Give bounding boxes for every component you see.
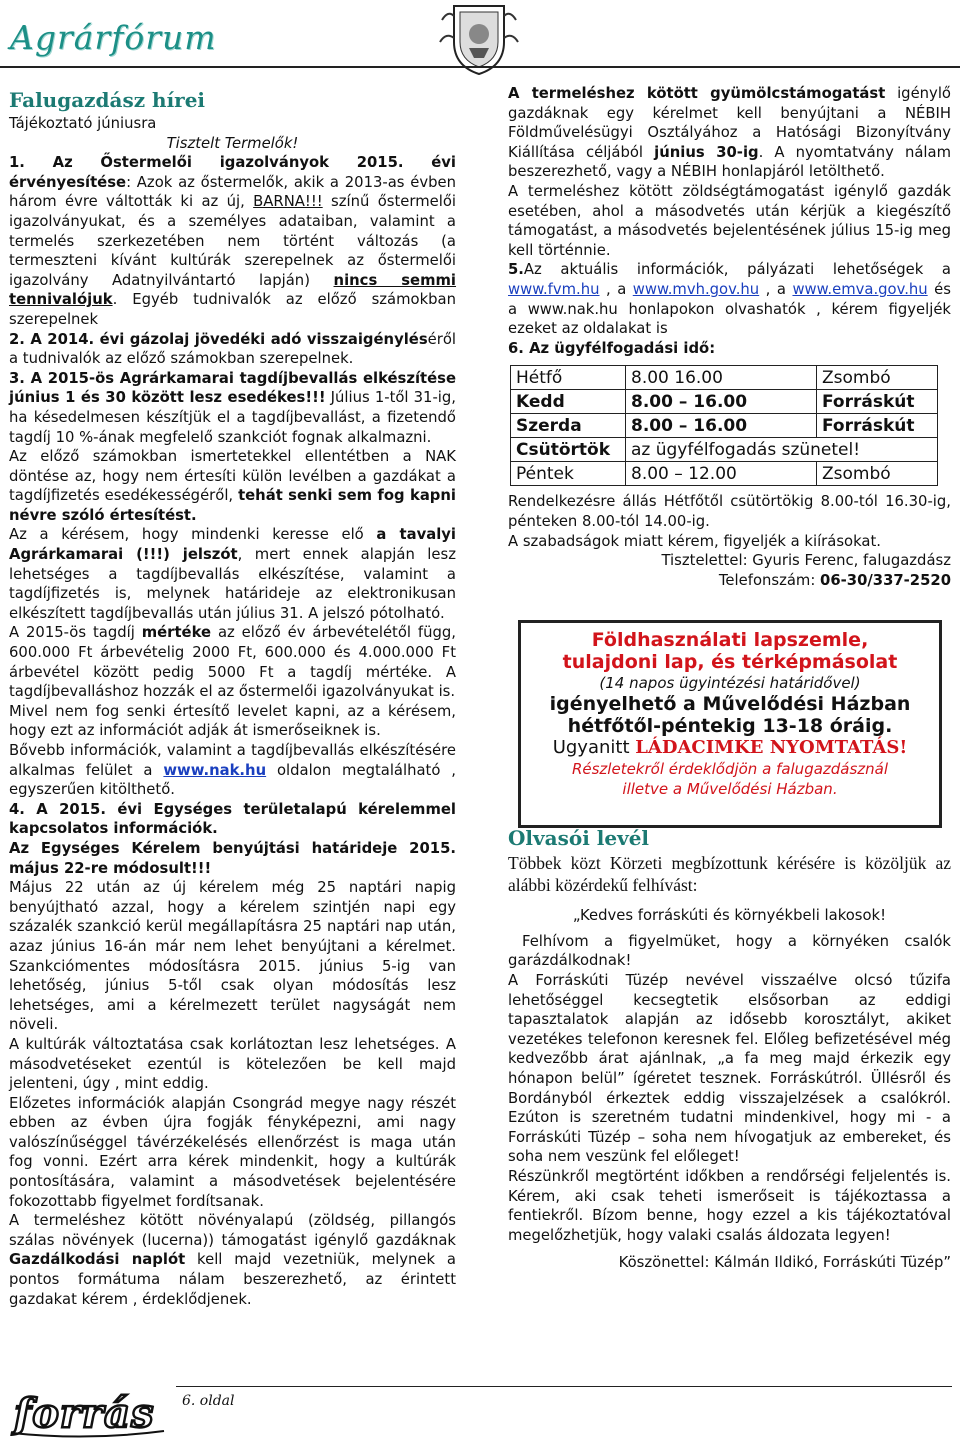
p13-b: Gazdálkodási naplót (9, 1251, 186, 1269)
hours-day: Péntek (511, 462, 626, 486)
hours-time: 8.00 16.00 (626, 366, 817, 390)
p3-body: Július 1-től 31-ig, ha késedelmesen készítjük el a tagdíjbevallást, a fizetendő tagdíj 10 %-ának megfelelő szankciót fognak alkalmazni. (9, 389, 456, 446)
box-line-6-a: Ugyanitt (552, 737, 636, 758)
signature: Tisztelettel: Gyuris Ferenc, falugazdász (661, 552, 951, 570)
hours-row (511, 366, 938, 390)
box-line-8: illetve a Művelődési Házban. (622, 780, 838, 798)
box-line-5: hétfőtől-péntekig 13-18 óráig. (567, 715, 893, 737)
hours-row (511, 462, 938, 486)
paragraph-10-body: Május 22 után az új kérelem még 25 naptári napig benyújtható azzal, hogy a kérelem szintjén napi egy százalék szankció kerül megállapításra 25 naptári nap után, azaz június 16-án már nem lehet benyújtani a kérelmet. Szankciómentes módosításra 2015. június 5-ig van lehetőség, június 5-től csak olyan módosítás lesz lehetséges, ami a kérelmezett terület nagyságát nem növeli. (9, 879, 456, 1034)
p2-tail: éről a tudnivalók az előző számokban szerepelnek. (9, 330, 456, 368)
emva-link[interactable]: www.emva.gov.hu (792, 280, 928, 298)
phone-number: 06-30/337-2520 (820, 571, 951, 589)
r3-b: Az aktuális információk, pályázati lehetőségek a (523, 261, 951, 279)
box-line-7: Részletekről érdeklődjön a falugazdásznál (571, 760, 889, 778)
p1-text-a: : Azok az őstermelők, akik a 2013-as évben három évre váltották ki az új, (9, 173, 456, 211)
paragraph-1 (9, 153, 456, 329)
paragraph-7: Mivel nem fog senki értesítő levelet kapni, az a kérésem, hogy ezt az információt adják át ismerőseiknek is. (9, 702, 456, 740)
paragraph-13 (9, 1211, 456, 1309)
hours-place: Forráskút (817, 390, 938, 414)
right-paragraph-1 (508, 84, 951, 182)
coat-of-arms-icon (436, 2, 522, 76)
hours-place: Zsombó (817, 366, 938, 390)
p5-a: Az a kérésem, hogy mindenki keresse elő (9, 526, 377, 544)
box-line-3: (14 napos ügyintézési határidővel) (599, 674, 861, 692)
section-title-olvasoi: Olvasói levél (508, 826, 650, 851)
phone-label: Telefonszám: (718, 571, 821, 589)
letter-paragraph-1: Felhívom a figyelmüket, hogy a környéken csalók garázdálkodnak! (508, 932, 951, 970)
left-column (9, 84, 456, 1309)
greeting: Tisztelt Termelők! (166, 134, 299, 152)
hours-time: 8.00 – 12.00 (626, 462, 817, 486)
letter-paragraph-3: Részünkről megtörtént időkben a rendőrségi feljelentés is. Kérem, aki csak teheti ismerőseit is tájékoztassa a fentiekről. Bízom benne, hogy ezzel a kis tájékoztatóval megelőzhetjük, hogy valaki csalás áldozata legyen! (508, 1168, 951, 1244)
label-print-text: LÁDACIMKE NYOMTATÁS! (635, 737, 908, 758)
paragraph-4 (9, 447, 456, 525)
hours-day: Csütörtök (511, 438, 626, 462)
p1-text-b: színű őstermelői igazolványukat, és a személyes adataiban, valamint a termelés szerkezetében nem történt változás (a termeszteni kívánt kultúrák szerepelnek az őstermelői igazolvány Adatnyilvántartó lapján) (9, 193, 456, 289)
letter-signature: Köszönettel: Kálmán Ildikó, Forráskúti Tüzép” (618, 1254, 951, 1272)
hours-day: Hétfő (511, 366, 626, 390)
p8-b: oldalon megtalálható , egyszerűen kitölthető. (9, 761, 456, 799)
section-title-falugazdasz: Falugazdász hírei (9, 88, 206, 112)
right-paragraph-2: A termeléshez kötött zöldségtámogatást igénylő gazdák esetében, ahol a másodvetés után kérjük a kiegészítő támogatást, a másodvetés bejelentésének július 15-ig meg kell történnie. (508, 182, 951, 259)
p8-a: Bővebb információk, valamint a tagdíjbevallás elkészítésére alkalmas felület a (9, 742, 456, 779)
p1-text-c: . Egyéb tudnivalók az előző számokban szerepelnek (9, 291, 456, 328)
p13-c: kell majd vezetniük, melynek a pontos formátuma nálam beszerezhető, az érintett gazdakat kérem , érdeklődjenek. (9, 1251, 457, 1308)
r3-num: 5. (508, 261, 524, 279)
fvm-link[interactable]: www.fvm.hu (508, 280, 600, 298)
right-paragraph-3 (508, 260, 951, 338)
r3-d: , a (759, 280, 793, 298)
hours-row (511, 390, 938, 414)
box-line-1: Földhasználati lapszemle, (591, 629, 869, 651)
p1-heading: 1. Az Őstermelői igazolványok 2015. évi érvényesítése (9, 154, 456, 191)
forras-logo-icon (8, 1383, 168, 1441)
masthead-rule (0, 66, 960, 68)
p1-nincs: nincs semmi tennivalójuk (9, 271, 457, 309)
p4-a: Az előző számokban ismertetekkel ellentétben a NAK döntése az, hogy nem értesíti külön levélben a gazdákat a tagdíjfizetés esedékességéről, (9, 448, 456, 505)
paragraph-10-heading: Az Egységes Kérelem benyújtási határideje 2015. május 22-re módosult!!! (9, 839, 456, 877)
footer-rule (176, 1386, 952, 1387)
p1-barna: BARNA!!! (253, 193, 323, 211)
letter-paragraph-2: A Forráskúti Tüzép nevével visszaélve olcsó tűzifa lehetőséggel kecsegtetik elsősorban az eddigi tapasztalatok alapján az idősebb korosztályt, akiket vezetékes telefonon keresnek fel. Előleg befizetésével még kedvezőbb árat ajánlnak, „a fa meg majd érkezik egy hónapon belül” ígéretet tesznek. Forráskútról. Üllésről és Bordányból érkeztek eddig visszajelzések a csalókról. Ezúton is szeretném tudatni mindenkivel, hogy mi - a Forráskúti Tüzép – soha nem hívogatjuk az embereket, és soha nem veszünk fel előleget! (508, 972, 951, 1166)
hours-day: Kedd (511, 390, 626, 414)
p6-b: mértéke (141, 624, 212, 642)
mvh-link[interactable]: www.mvh.gov.hu (632, 280, 760, 298)
publication-title: Agrárfórum (10, 18, 217, 57)
r1-heading: A termeléshez kötött gyümölcstámogatást (508, 85, 886, 102)
p6-c: az előző év árbevételétől függ, 600.000 Ft árbevételig 2000 Ft, 600.000 és 4.000.000 Ft árbevétel között pedig 5000 Ft a tagdíj mértéke. A tagdíjbevalláshoz hozzák el az őstermelői igazolványukat is. (9, 624, 456, 701)
availability-text: Rendelkezésre állás Hétfőtől csütörtökig 8.00-tól 16.30-ig, pénteken 8.00-tól 14.00-ig. (508, 493, 951, 530)
r1-a: igénylő gazdáknak egy kérelmet kell benyújtani a NÉBIH Földművelésügyi Osztályához a Hatósági Bizonyítvány Kiállítása céljából (508, 85, 951, 161)
box-line-4: igényelhető a Művelődési Házban (549, 693, 911, 715)
paragraph-2 (9, 330, 456, 369)
p2-heading: 2. A 2014. évi gázolaj jövedéki adó visszaigénylés (9, 330, 428, 348)
hours-row (511, 414, 938, 438)
p5-c: , mert ennek alapján lesz lehetséges a tagdíjbevallás elkészítése, valamint a tagdíjfizetés is, melynek határideje az elektronikusan elkészített tagdíjbevallás után július 31. A jelszó pótolható. (9, 546, 456, 622)
intro-text: Tájékoztató júniusra (9, 115, 157, 132)
hours-place: Forráskút (817, 414, 938, 438)
vacation-note: A szabadságok miatt kérem, figyeljék a kiírásokat. (508, 532, 881, 550)
hours-time: az ügyfélfogadás szünetel! (626, 438, 938, 462)
page-number: 6. oldal (182, 1393, 235, 1409)
p4-b: tehát senki sem fog kapni névre szóló értesítést. (9, 487, 457, 524)
p13-a: A termeléshez kötött növényalapú (zöldség, pillangós szálas növények (lucerna)) támogatást igénylő gazdáknak (9, 1212, 456, 1249)
p6-a: A 2015-ös tagdíj (9, 624, 142, 642)
box-line-6 (521, 737, 939, 759)
r3-c: , a (599, 280, 633, 298)
hours-row (511, 438, 938, 462)
paragraph-6 (9, 623, 456, 701)
paragraph-9-heading: 4. A 2015. évi Egységes területalapú kérelemmel kapcsolatos információk. (9, 800, 456, 838)
r3-e: és a www.nak.hu honlapokon olvashatók , kérem figyeljék ezeket az oldalakat is (508, 280, 951, 338)
paragraph-3 (9, 369, 456, 447)
hours-time: 8.00 – 16.00 (626, 390, 817, 414)
paragraph-8 (9, 741, 456, 800)
paragraph-5 (9, 525, 456, 623)
land-registry-box (518, 620, 942, 828)
paragraph-11: A kultúrák változtatása csak korlátoztan lesz lehetséges. A másodvetéseket ezentúl is kötelezően be kell majd jelenteni, úgy , mint eddig. (9, 1035, 456, 1093)
masthead (0, 0, 960, 78)
paragraph-12: Előzetes információk alapján Csongrád megye nagy részét ebben az évben újra fogják fényképezni, ami nagy valószínűséggel távérzékelésés ellenőrzést is maga után fog vonni. Ezért arra kérek mindenkit, hogy a kultúrák pontosítására, valamint a másodvetések bejelentésére fokozottabb figyelmet fordítsanak. (9, 1094, 456, 1210)
office-hours-heading: 6. Az ügyfélfogadási idő: (508, 339, 716, 357)
letter-salutation: „Kedves forráskúti és környékbeli lakosok! (572, 907, 887, 925)
phone-line (508, 571, 951, 591)
r1-date: június 30-ig (654, 143, 759, 161)
hours-time: 8.00 – 16.00 (626, 414, 817, 438)
p5-b: a tavalyi Agrárkamarai (!!!) jelszót (9, 526, 456, 564)
hours-place: Zsombó (817, 462, 938, 486)
p3-heading: 3. A 2015-ös Agrárkamarai tagdíjbevallás elkészítése június 1 és 30 között lesz esedékes!!! (9, 369, 456, 407)
hours-day: Szerda (511, 414, 626, 438)
letter-intro: Többek közt Körzeti megbízottunk kérésére is közöljük az alábbi közérdekű felhívást: (508, 853, 951, 896)
office-hours-table (510, 365, 938, 486)
r1-b: . A nyomtatvány nálam beszerezhető, vagy a NÉBIH honlapjáról letölthető. (508, 143, 951, 181)
box-line-2: tulajdoni lap, és térképmásolat (562, 651, 898, 673)
logo-text: forrás (14, 1390, 155, 1437)
nak-link[interactable]: www.nak.hu (163, 761, 267, 779)
